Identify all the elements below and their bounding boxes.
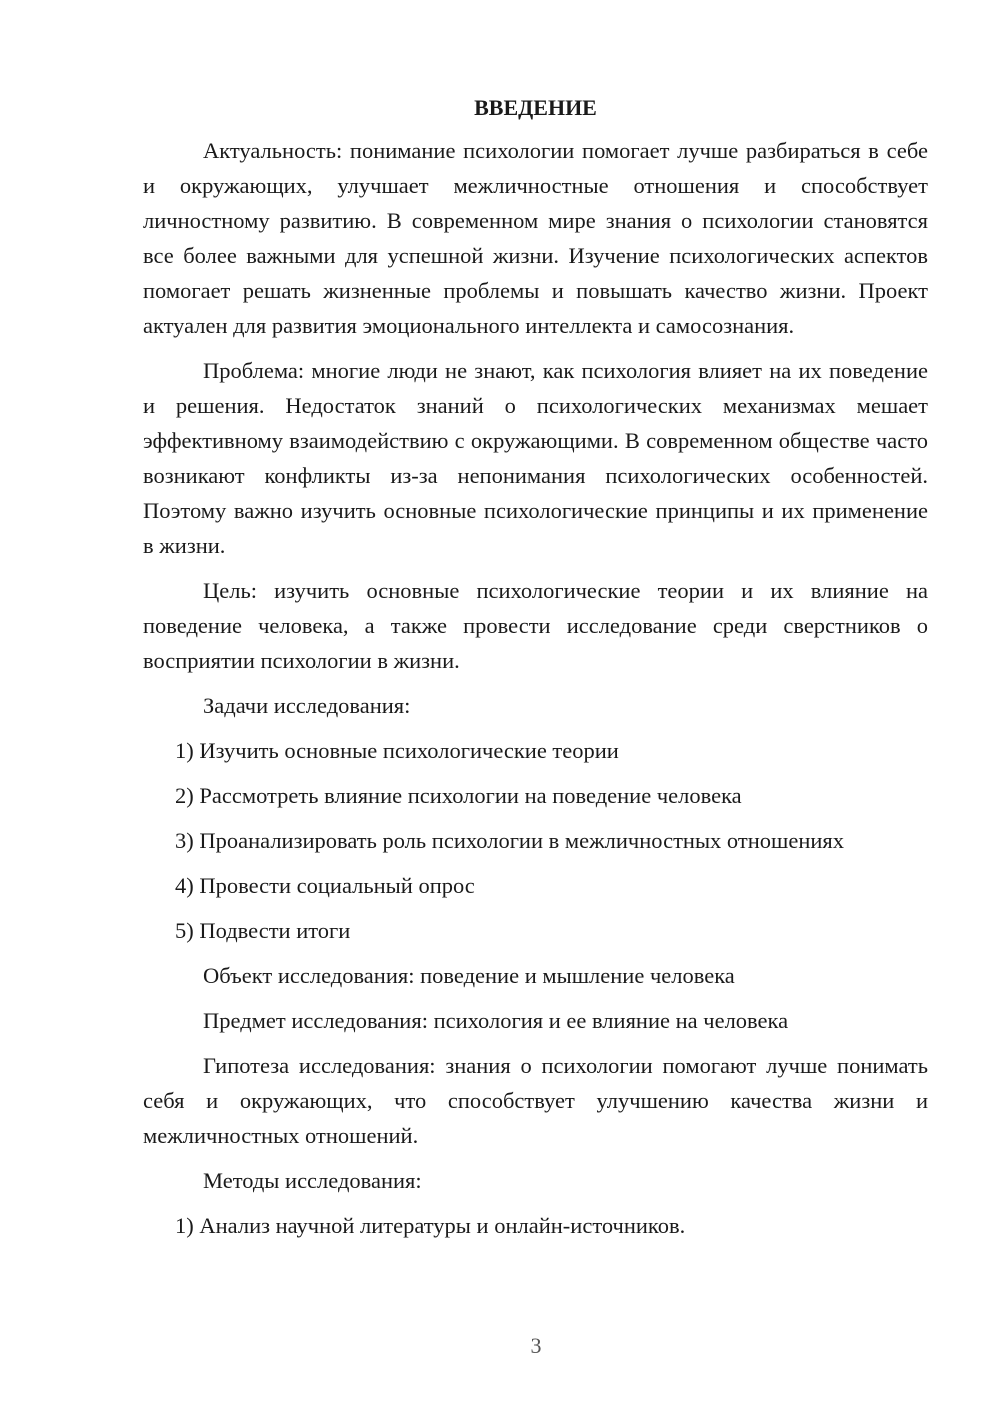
hypothesis-paragraph: Гипотеза исследования: знания о психологии помогают лучше понимать себя и окружающих, что способствует улучшению качества жизни и межличностных отношений. bbox=[143, 1053, 928, 1148]
methods-heading: Методы исследования: bbox=[203, 1168, 422, 1193]
task-item: 4) Провести социальный опрос bbox=[175, 873, 475, 898]
goal-paragraph: Цель: изучить основные психологические теории и их влияние на поведение человека, а также провести исследование среди сверстников о восприятии психологии в жизни. bbox=[143, 578, 928, 673]
document-page bbox=[143, 90, 928, 1253]
tasks-heading: Задачи исследования: bbox=[203, 693, 411, 718]
document-title: ВВЕДЕНИЕ bbox=[474, 95, 597, 120]
task-item: 1) Изучить основные психологические теории bbox=[175, 738, 619, 763]
task-item: 3) Проанализировать роль психологии в межличностных отношениях bbox=[175, 828, 845, 853]
subject-line: Предмет исследования: психология и ее влияние на человека bbox=[203, 1008, 789, 1033]
task-item: 2) Рассмотреть влияние психологии на поведение человека bbox=[175, 783, 742, 808]
object-line: Объект исследования: поведение и мышление человека bbox=[203, 963, 735, 988]
relevance-paragraph: Актуальность: понимание психологии помогает лучше разбираться в себе и окружающих, улучшает межличностные отношения и способствует личностному развитию. В современном мире знания о психологии становятся все более важными для успешной жизни. Изучение психологических аспектов помогает решать жизненные проблемы и повышать качество жизни. Проект актуален для развития эмоционального интеллекта и самосознания. bbox=[143, 138, 928, 338]
page-number: 3 bbox=[530, 1333, 542, 1358]
task-item: 5) Подвести итоги bbox=[175, 918, 351, 943]
method-item: 1) Анализ научной литературы и онлайн-источников. bbox=[175, 1213, 686, 1238]
problem-paragraph: Проблема: многие люди не знают, как психология влияет на их поведение и решения. Недостаток знаний о психологических механизмах мешает эффективному взаимодействию с окружающими. В современном обществе часто возникают конфликты из-за непонимания психологических особенностей. Поэтому важно изучить основные психологические принципы и их применение в жизни. bbox=[143, 358, 928, 558]
